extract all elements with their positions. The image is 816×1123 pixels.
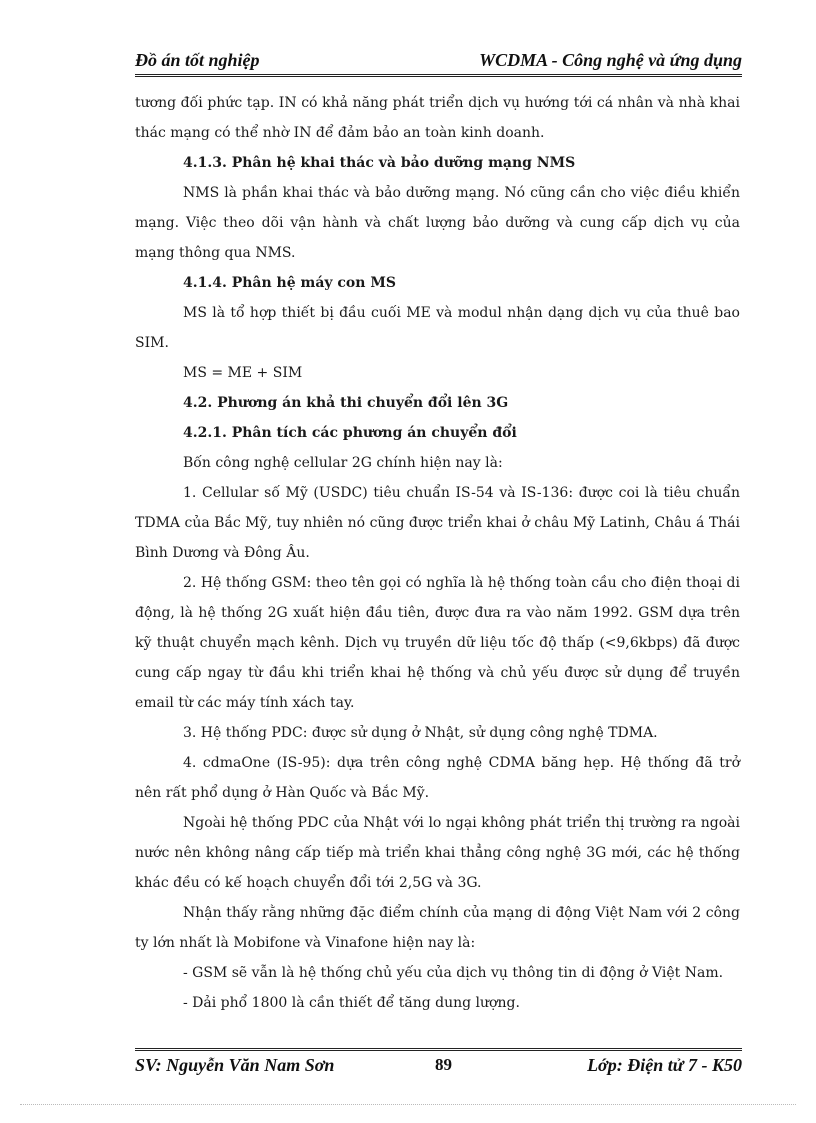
paragraph: Bốn công nghệ cellular 2G chính hiện nay là: (183, 455, 503, 471)
header-title-right: WCDMA - Công nghệ và ứng dụng (479, 50, 742, 70)
section-heading: 4.1.4. Phân hệ máy con MS (183, 275, 396, 291)
formula-line: MS = ME + SIM (183, 365, 303, 381)
header-title-left: Đồ án tốt nghiệp (135, 50, 260, 70)
page-number: 89 (435, 1055, 452, 1074)
paragraph: NMS là phần khai thác và bảo dưỡng mạng. Nó cũng cần cho việc điều khiển mạng. Việc theo dõi vận hành và chất lượng bảo dưỡng và cung cấp dịch vụ của mạng thông qua NMS. (135, 185, 740, 261)
page-footer (135, 1048, 742, 1081)
paragraph: Nhận thấy rằng những đặc điểm chính của mạng di động Việt Nam với 2 công ty lớn nhất là Mobifone và Vinafone hiện nay là: (135, 905, 740, 951)
section-heading: 4.2.1. Phân tích các phương án chuyển đổi (183, 425, 517, 441)
page-edge-divider (20, 1104, 796, 1105)
bullet-item: - GSM sẽ vẫn là hệ thống chủ yếu của dịch vụ thông tin di động ở Việt Nam. (183, 965, 724, 981)
paragraph: Ngoài hệ thống PDC của Nhật với lo ngại không phát triển thị trường ra ngoài nước nên không nâng cấp tiếp mà triển khai thẳng công nghệ 3G mới, các hệ thống khác đều có kế hoạch chuyển đổi tới 2,5G và 3G. (135, 815, 740, 891)
paragraph: tương đối phức tạp. IN có khả năng phát triển dịch vụ hướng tới cá nhân và nhà khai thác mạng có thể nhờ IN để đảm bảo an toàn kinh doanh. (135, 95, 740, 141)
document-body (135, 88, 740, 1018)
footer-class: Lớp: Điện tử 7 - K50 (587, 1055, 742, 1075)
paragraph: MS là tổ hợp thiết bị đầu cuối ME và modul nhận dạng dịch vụ của thuê bao SIM. (135, 305, 740, 351)
list-item: 3. Hệ thống PDC: được sử dụng ở Nhật, sử dụng công nghệ TDMA. (183, 725, 658, 741)
section-heading: 4.2. Phương án khả thi chuyển đổi lên 3G (183, 395, 509, 411)
bullet-item: - Dải phổ 1800 là cần thiết để tăng dung lượng. (183, 995, 520, 1011)
list-item: 4. cdmaOne (IS-95): dựa trên công nghệ CDMA băng hẹp. Hệ thống đã trở nên rất phổ dụng ở Hàn Quốc và Bắc Mỹ. (135, 755, 740, 801)
page-header (135, 48, 742, 77)
list-item: 1. Cellular số Mỹ (USDC) tiêu chuẩn IS-54 và IS-136: được coi là tiêu chuẩn TDMA của Bắc Mỹ, tuy nhiên nó cũng được triển khai ở châu Mỹ Latinh, Châu á Thái Bình Dương và Đông Âu. (135, 485, 740, 561)
footer-student-name: SV: Nguyễn Văn Nam Sơn (135, 1055, 335, 1075)
list-item: 2. Hệ thống GSM: theo tên gọi có nghĩa là hệ thống toàn cầu cho điện thoại di động, là hệ thống 2G xuất hiện đầu tiên, được đưa ra vào năm 1992. GSM dựa trên kỹ thuật chuyển mạch kênh. Dịch vụ truyền dữ liệu tốc độ thấp (<9,6kbps) đã được cung cấp ngay từ đầu khi triển khai hệ thống và chủ yếu được sử dụng để truyền email từ các máy tính xách tay. (135, 575, 740, 711)
section-heading: 4.1.3. Phân hệ khai thác và bảo dưỡng mạng NMS (183, 155, 576, 171)
